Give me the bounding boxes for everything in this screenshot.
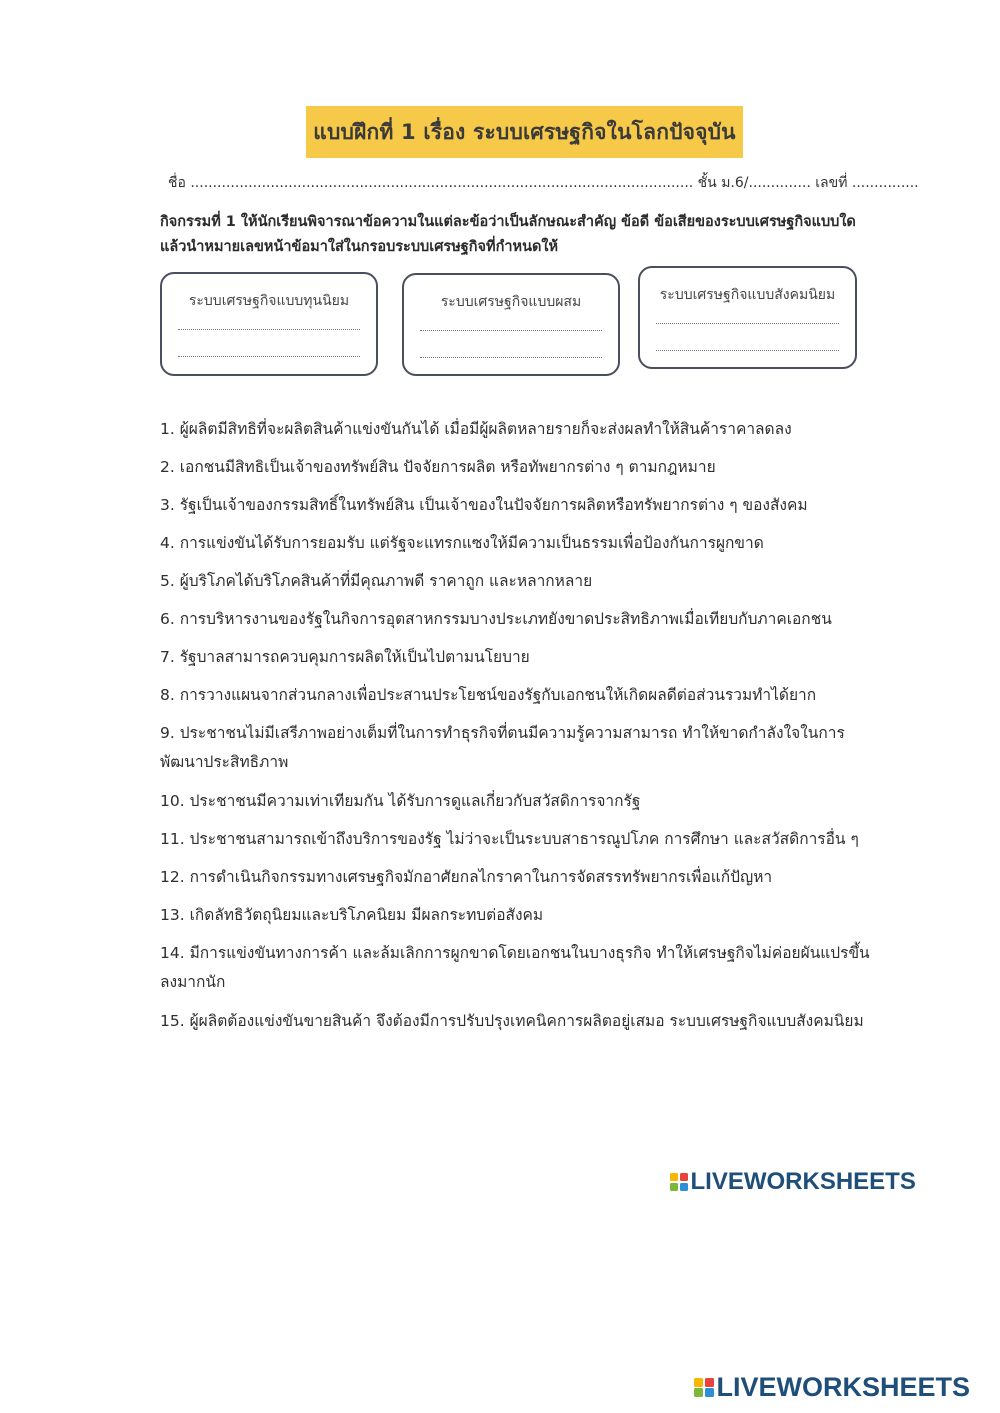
statement-item: 12. การดำเนินกิจกรรมทางเศรษฐกิจมักอาศัยกลไกราคาในการจัดสรรทรัพยากรเพื่อแก้ปัญหา — [160, 868, 773, 886]
answer-line[interactable] — [178, 356, 360, 357]
statement-item: 9. ประชาชนไม่มีเสรีภาพอย่างเต็มที่ในการทำธุรกิจที่ตนมีความรู้ความสามารถ ทำให้ขาดกำลังใจในการพัฒนาประสิทธิภาพ — [160, 724, 845, 771]
answer-box-title: ระบบเศรษฐกิจแบบผสม — [440, 294, 582, 310]
statement-item: 2. เอกชนมีสิทธิเป็นเจ้าของทรัพย์สิน ปัจจัยการผลิต หรือทัพยากรต่าง ๆ ตามกฎหมาย — [160, 458, 716, 476]
logo-squares-icon — [670, 1173, 688, 1191]
liveworksheets-logo — [670, 1168, 916, 1196]
liveworksheets-footer-logo — [694, 1372, 970, 1403]
statement-item: 3. รัฐเป็นเจ้าของกรรมสิทธิ์ในทรัพย์สิน เป็นเจ้าของในปัจจัยการผลิตหรือทรัพยากรต่าง ๆ ของสังคม — [160, 496, 808, 514]
activity-instruction: กิจกรรมที่ 1 ให้นักเรียนพิจารณาข้อความในแต่ละข้อว่าเป็นลักษณะสำคัญ ข้อดี ข้อเสียของระบบเศรษฐกิจแบบใด แล้วนำหมายเลขหน้าข้อมาใส่ในกรอบระบบเศรษฐกิจที่กำหนดให้ — [160, 214, 856, 255]
statement-item: 1. ผู้ผลิตมีสิทธิที่จะผลิตสินค้าแข่งขันกันได้ เมื่อมีผู้ผลิตหลายรายก็จะส่งผลทำให้สินค้าราคาลดลง — [160, 420, 792, 438]
answer-line[interactable] — [420, 357, 602, 358]
statement-item: 8. การวางแผนจากส่วนกลางเพื่อประสานประโยชน์ของรัฐกับเอกชนให้เกิดผลดีต่อส่วนรวมทำได้ยาก — [160, 686, 817, 704]
statement-item: 5. ผู้บริโภคได้บริโภคสินค้าที่มีคุณภาพดี ราคาถูก และหลากหลาย — [160, 572, 593, 590]
statement-item: 10. ประชาชนมีความเท่าเทียมกัน ได้รับการดูแลเกี่ยวกับสวัสดิการจากรัฐ — [160, 792, 641, 810]
statement-item: 7. รัฐบาลสามารถควบคุมการผลิตให้เป็นไปตามนโยบาย — [160, 648, 530, 666]
statement-item: 6. การบริหารงานของรัฐในกิจการอุตสาหกรรมบางประเภทยังขาดประสิทธิภาพเมื่อเทียบกับภาคเอกชน — [160, 610, 832, 628]
logo-text: LIVEWORKSHEETS — [716, 1372, 971, 1402]
answer-line[interactable] — [420, 330, 602, 331]
statement-item: 13. เกิดลัทธิวัตถุนิยมและบริโภคนิยม มีผลกระทบต่อสังคม — [160, 906, 544, 924]
student-info-row: ชื่อ ................................................................................................................. ชั้น ม.6/.............. เลขที่ ............... — [168, 175, 919, 191]
answer-line[interactable] — [656, 323, 839, 324]
logo-squares-icon — [694, 1378, 714, 1398]
answer-box-capitalism — [160, 272, 378, 376]
logo-text: LIVEWORKSHEETS — [690, 1168, 916, 1195]
worksheet-title-banner — [306, 106, 743, 158]
statement-item: 14. มีการแข่งขันทางการค้า และล้มเลิกการผูกขาดโดยเอกชนในบางธุรกิจ ทำให้เศรษฐกิจไม่ค่อยผันแปรขึ้นลงมากนัก — [160, 944, 870, 991]
answer-line[interactable] — [656, 350, 839, 351]
answer-line[interactable] — [178, 329, 360, 330]
answer-box-mixed — [402, 273, 620, 376]
answer-box-socialism — [638, 266, 857, 369]
answer-box-title: ระบบเศรษฐกิจแบบสังคมนิยม — [659, 287, 836, 303]
worksheet-title: แบบฝึกที่ 1 เรื่อง ระบบเศรษฐกิจในโลกปัจจุบัน — [313, 119, 736, 144]
statement-item: 4. การแข่งขันได้รับการยอมรับ แต่รัฐจะแทรกแซงให้มีความเป็นธรรมเพื่อป้องกันการผูกขาด — [160, 534, 764, 552]
statement-item: 15. ผู้ผลิตต้องแข่งขันขายสินค้า จึงต้องมีการปรับปรุงเทคนิคการผลิตอยู่เสมอ ระบบเศรษฐกิจแบบสังคมนิยม — [160, 1012, 864, 1030]
statement-item: 11. ประชาชนสามารถเข้าถึงบริการของรัฐ ไม่ว่าจะเป็นระบบสาธารณูปโภค การศึกษา และสวัสดิการอื่น ๆ — [160, 830, 859, 848]
answer-box-title: ระบบเศรษฐกิจแบบทุนนิยม — [188, 293, 350, 309]
